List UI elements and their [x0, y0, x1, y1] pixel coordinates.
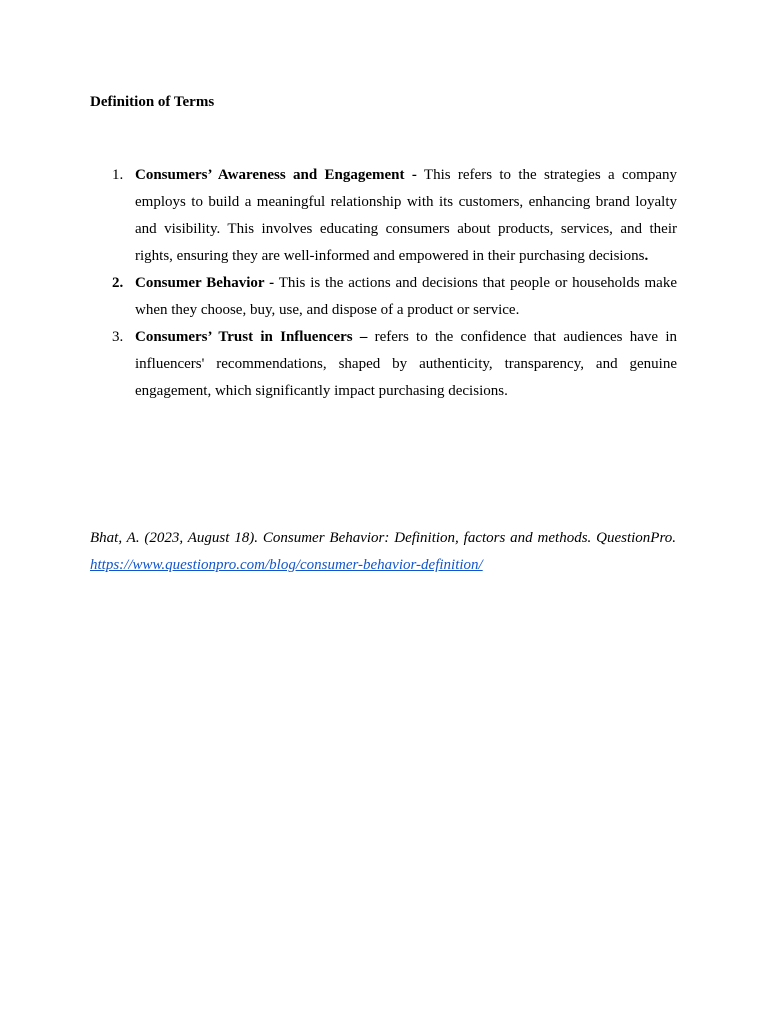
page-title: Definition of Terms — [90, 94, 215, 110]
term-definition: refers to the confidence that audiences have in influencers' recommendations, shaped by authenticity, transparency, and genuine engagement, which significantly impact purchasing decisions. — [135, 329, 677, 399]
term-name: Consumer Behavior - — [135, 275, 275, 291]
term-name: Consumers’ Trust in Influencers – — [135, 329, 368, 345]
reference-link[interactable]: https://www.questionpro.com/blog/consumer-behavior-definition/ — [90, 557, 483, 573]
term-definition: This refers to the strategies a company employs to build a meaningful relationship with its customers, enhancing brand loyalty and visibility. This involves educating consumers about products, services, and their rights, ensuring they are well-informed and empowered in their purchasing decisions — [135, 167, 677, 264]
citation-text: Bhat, A. (2023, August 18). Consumer Behavior: Definition, factors and methods. QuestionPro. — [90, 530, 676, 546]
term-number: 3. — [112, 329, 124, 345]
reference-citation — [90, 525, 676, 579]
terms-list — [90, 162, 677, 405]
term-number: 2. — [112, 275, 124, 291]
term-number: 1. — [112, 167, 124, 183]
term-item-awareness — [90, 162, 677, 270]
term-definition: This is the actions and decisions that people or households make when they choose, buy, use, and dispose of a product or service. — [135, 275, 677, 318]
term-period: . — [644, 248, 649, 264]
term-item-trust — [90, 324, 677, 405]
term-item-behavior — [90, 270, 677, 324]
term-name: Consumers’ Awareness and Engagement - — [135, 167, 417, 183]
